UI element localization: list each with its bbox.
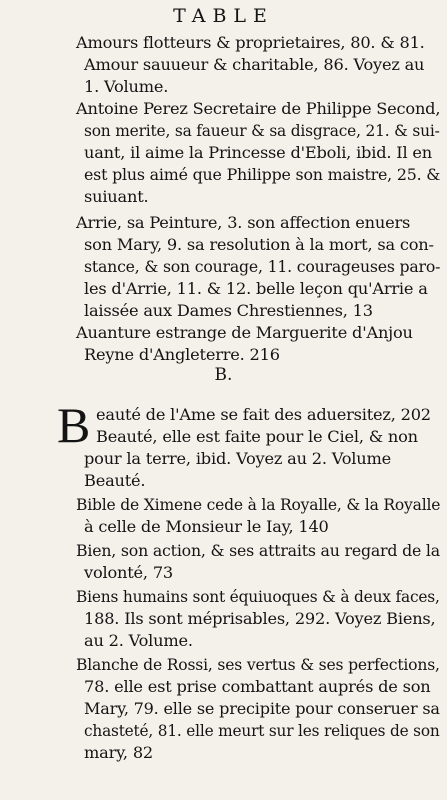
index-line: est plus aimé que Philippe son maistre, 25. & (84, 165, 441, 184)
index-line: Auanture estrange de Marguerite d'Anjou (76, 323, 413, 342)
index-line: mary, 82 (84, 743, 154, 762)
index-line: 1. Volume. (84, 77, 169, 96)
index-line: au 2. Volume. (84, 631, 193, 650)
index-line: volonté, 73 (84, 563, 174, 582)
index-line: Amours flotteurs & proprietaires, 80. & 81. (76, 33, 425, 52)
index-line: Blanche de Rossi, ses vertus & ses perfections, (76, 655, 440, 674)
index-line: son Mary, 9. sa resolution à la mort, sa con- (84, 235, 434, 254)
index-line: suiuant. (84, 187, 149, 206)
index-line: Reyne d'Angleterre. 216 (84, 345, 280, 364)
index-line: Amour sauueur & charitable, 86. Voyez au (84, 55, 425, 74)
section-letter-b: B. (214, 365, 233, 385)
index-line: les d'Arrie, 11. & 12. belle leçon qu'Arrie a (84, 279, 428, 298)
index-line: Mary, 79. elle se precipite pour conseruer sa (84, 699, 440, 718)
index-line: Arrie, sa Peinture, 3. son affection enuers (76, 213, 411, 232)
index-line: chasteté, 81. elle meurt sur les reliques de son (84, 721, 440, 740)
index-line: à celle de Monsieur le Iay, 140 (84, 517, 329, 536)
index-line: uant, il aime la Princesse d'Eboli, ibid. Il en (84, 143, 432, 162)
index-line: Beauté, elle est faite pour le Ciel, & non (96, 427, 418, 446)
index-line: eauté de l'Ame se fait des aduersitez, 202 (96, 405, 431, 424)
index-line: Bible de Ximene cede à la Royalle, & la Royalle (76, 495, 441, 514)
index-line: laissée aux Dames Chrestiennes, 13 (84, 301, 373, 320)
page-header: TABLE (173, 5, 274, 27)
drop-cap: B (57, 397, 91, 453)
index-line: 188. Ils sont méprisables, 292. Voyez Biens, (84, 609, 436, 628)
index-line: son merite, sa faueur & sa disgrace, 21. & sui- (84, 121, 440, 140)
index-line: pour la terre, ibid. Voyez au 2. Volume (84, 449, 392, 468)
index-line: Antoine Perez Secretaire de Philippe Second, (76, 99, 441, 118)
index-line: Bien, son action, & ses attraits au regard de la (76, 541, 440, 560)
index-line: stance, & son courage, 11. courageuses paro- (84, 257, 441, 276)
index-line: Beauté. (84, 471, 146, 490)
index-line: 78. elle est prise combattant auprés de son (84, 677, 431, 696)
index-line: Biens humains sont équiuoques & à deux faces, (76, 587, 440, 606)
